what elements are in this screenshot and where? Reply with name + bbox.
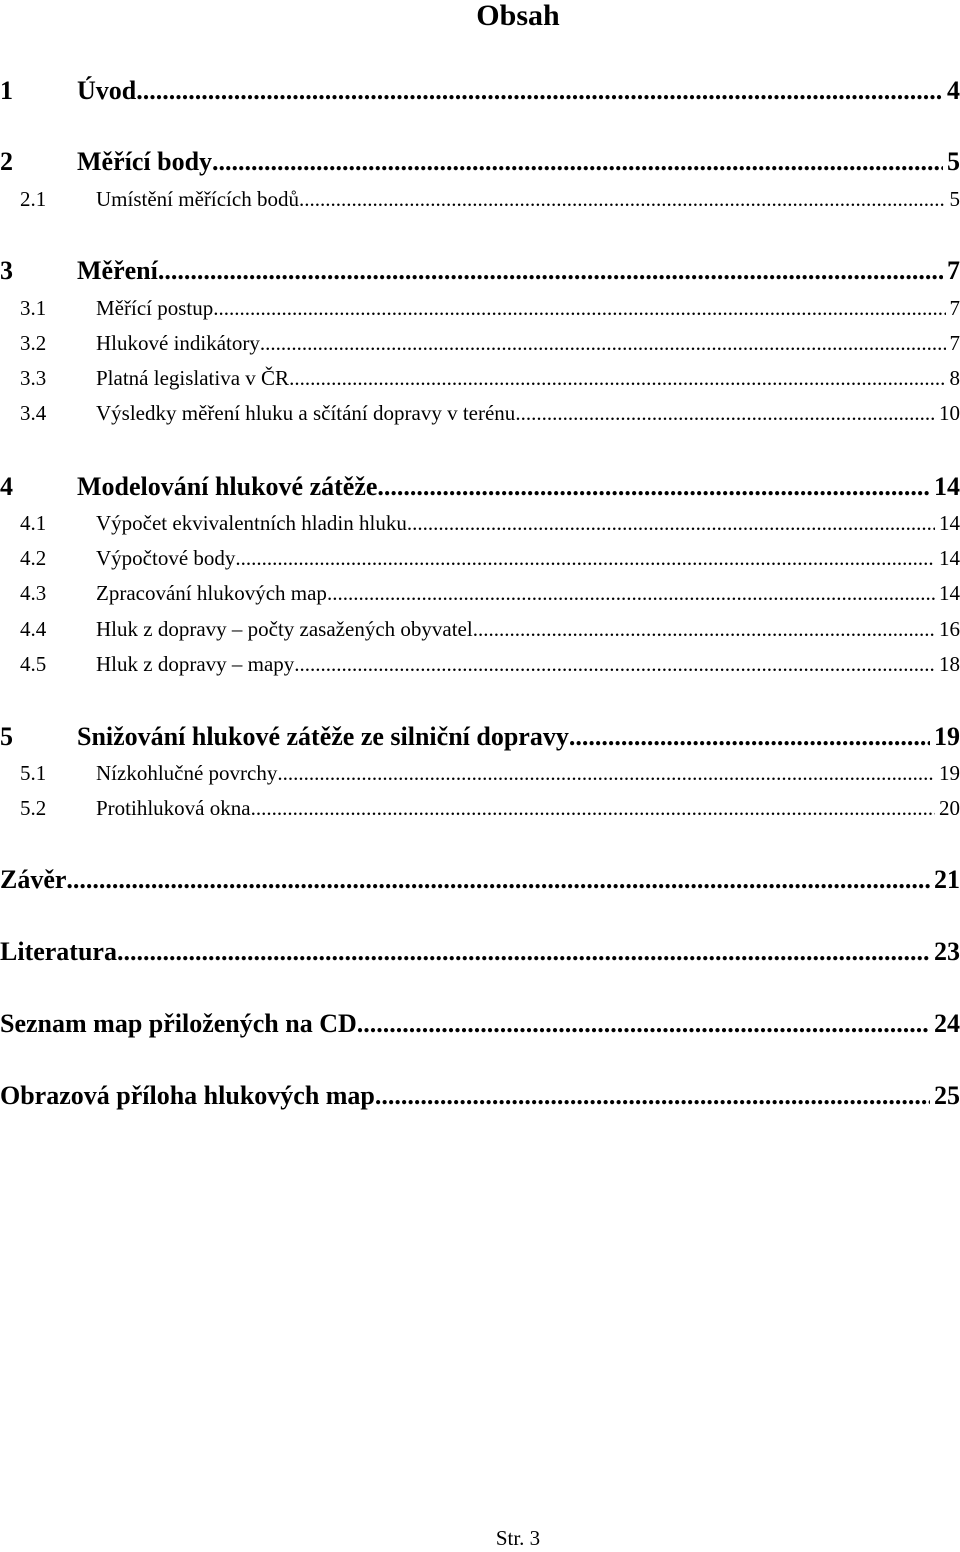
toc-entry-label: Snižování hlukové zátěže ze silniční dopravy xyxy=(77,721,569,753)
dot-leader xyxy=(158,255,943,287)
toc-entry-merici-body[interactable] xyxy=(0,146,960,178)
toc-entry-label: Závěr xyxy=(0,864,66,896)
toc-entry-page: 7 xyxy=(946,294,960,322)
toc-entry-label: Seznam map přiložených na CD xyxy=(0,1008,357,1040)
toc-entry-page: 20 xyxy=(935,794,960,822)
dot-leader xyxy=(66,864,930,896)
toc-entry-label: Hluk z dopravy – mapy xyxy=(96,650,294,678)
toc-entry-modelovani[interactable] xyxy=(0,471,960,503)
toc-entry-snizovani[interactable] xyxy=(0,721,960,753)
dot-leader xyxy=(299,185,946,213)
dot-leader xyxy=(117,936,930,968)
toc-entry-label: Umístění měřících bodů xyxy=(96,185,299,213)
dot-leader xyxy=(515,399,935,427)
toc-entry-number: 5.1 xyxy=(0,759,96,787)
toc-entry-merici-postup[interactable] xyxy=(0,294,960,322)
toc-entry-literatura[interactable] xyxy=(0,936,960,968)
toc-entry-number: 3.3 xyxy=(0,364,96,392)
toc-entry-number: 3.2 xyxy=(0,329,96,357)
toc-entry-label: Nízkohlučné povrchy xyxy=(96,759,277,787)
toc-entry-number: 5 xyxy=(0,721,77,753)
dot-leader xyxy=(235,544,935,572)
toc-entry-page: 5 xyxy=(946,185,960,213)
toc-entry-label: Platná legislativa v ČR xyxy=(96,364,289,392)
toc-entry-number: 1 xyxy=(0,75,77,107)
toc-entry-label: Výpočtové body xyxy=(96,544,235,572)
toc-entry-protihlukova-okna[interactable] xyxy=(0,794,960,822)
toc-entry-nizkohlucne-povrchy[interactable] xyxy=(0,759,960,787)
toc-entry-obrazova-priloha[interactable] xyxy=(0,1080,960,1112)
toc-entry-uvod[interactable] xyxy=(0,75,960,107)
toc-entry-number: 3 xyxy=(0,255,77,287)
toc-entry-label: Zpracování hlukových map xyxy=(96,579,327,607)
page-title: Obsah xyxy=(0,0,960,36)
toc-entry-page: 14 xyxy=(935,544,960,572)
toc-entry-label: Měření xyxy=(77,255,158,287)
toc-entry-page: 4 xyxy=(943,75,960,107)
dot-leader xyxy=(277,759,935,787)
dot-leader xyxy=(260,329,946,357)
dot-leader xyxy=(327,579,935,607)
toc-entry-number: 4.5 xyxy=(0,650,96,678)
toc-entry-label: Hluk z dopravy – počty zasažených obyvatel xyxy=(96,615,473,643)
toc-entry-page: 16 xyxy=(935,615,960,643)
toc-entry-hlukove-indikatory[interactable] xyxy=(0,329,960,357)
dot-leader xyxy=(212,146,943,178)
toc-entry-hluk-mapy[interactable] xyxy=(0,650,960,678)
toc-entry-label: Obrazová příloha hlukových map xyxy=(0,1080,375,1112)
dot-leader xyxy=(136,75,943,107)
toc-entry-page: 19 xyxy=(935,759,960,787)
toc-entry-page: 19 xyxy=(930,721,960,753)
toc-entry-label: Měřící body xyxy=(77,146,212,178)
dot-leader xyxy=(357,1008,930,1040)
toc-entry-umisteni-merici-bodu[interactable] xyxy=(0,185,960,213)
toc-entry-page: 14 xyxy=(930,471,960,503)
toc-entry-number: 3.4 xyxy=(0,399,96,427)
toc-entry-zpracovani-map[interactable] xyxy=(0,579,960,607)
toc-entry-number: 4 xyxy=(0,471,77,503)
toc-entry-page: 23 xyxy=(930,936,960,968)
toc-entry-page: 5 xyxy=(943,146,960,178)
toc-entry-number: 5.2 xyxy=(0,794,96,822)
toc-entry-page: 14 xyxy=(935,579,960,607)
toc-entry-number: 2 xyxy=(0,146,77,178)
dot-leader xyxy=(251,794,935,822)
toc-entry-page: 14 xyxy=(935,509,960,537)
toc-entry-label: Výsledky měření hluku a sčítání dopravy v terénu xyxy=(96,399,515,427)
toc-entry-label: Hlukové indikátory xyxy=(96,329,260,357)
dot-leader xyxy=(473,615,935,643)
toc-entry-number: 3.1 xyxy=(0,294,96,322)
toc-entry-number: 4.2 xyxy=(0,544,96,572)
toc-entry-label: Protihluková okna xyxy=(96,794,251,822)
toc-entry-pocty-obyvatel[interactable] xyxy=(0,615,960,643)
toc-entry-page: 8 xyxy=(946,364,960,392)
toc-entry-mereni[interactable] xyxy=(0,255,960,287)
toc-entry-number: 4.4 xyxy=(0,615,96,643)
toc-entry-label: Výpočet ekvivalentních hladin hluku xyxy=(96,509,407,537)
toc-entry-label: Literatura xyxy=(0,936,117,968)
toc-entry-label: Úvod xyxy=(77,75,136,107)
toc-entry-number: 4.3 xyxy=(0,579,96,607)
toc-entry-number: 2.1 xyxy=(0,185,96,213)
toc-entry-zaver[interactable] xyxy=(0,864,960,896)
dot-leader xyxy=(569,721,930,753)
toc-entry-vypoctove-body[interactable] xyxy=(0,544,960,572)
dot-leader xyxy=(213,294,945,322)
toc-entry-label: Modelování hlukové zátěže xyxy=(77,471,377,503)
toc-entry-vypocet-hladin[interactable] xyxy=(0,509,960,537)
toc-entry-page: 10 xyxy=(935,399,960,427)
toc-entry-page: 7 xyxy=(946,329,960,357)
toc-entry-number: 4.1 xyxy=(0,509,96,537)
toc-entry-page: 25 xyxy=(930,1080,960,1112)
toc-entry-page: 7 xyxy=(943,255,960,287)
toc-entry-page: 21 xyxy=(930,864,960,896)
dot-leader xyxy=(375,1080,930,1112)
toc-entry-vysledky-mereni[interactable] xyxy=(0,399,960,427)
page-number-footer: Str. 3 xyxy=(0,1524,960,1552)
toc-entry-label: Měřící postup xyxy=(96,294,213,322)
dot-leader xyxy=(377,471,930,503)
dot-leader xyxy=(294,650,935,678)
dot-leader xyxy=(289,364,945,392)
dot-leader xyxy=(407,509,935,537)
toc-entry-seznam-map[interactable] xyxy=(0,1008,960,1040)
toc-entry-platna-legislativa[interactable] xyxy=(0,364,960,392)
toc-entry-page: 24 xyxy=(930,1008,960,1040)
toc-entry-page: 18 xyxy=(935,650,960,678)
